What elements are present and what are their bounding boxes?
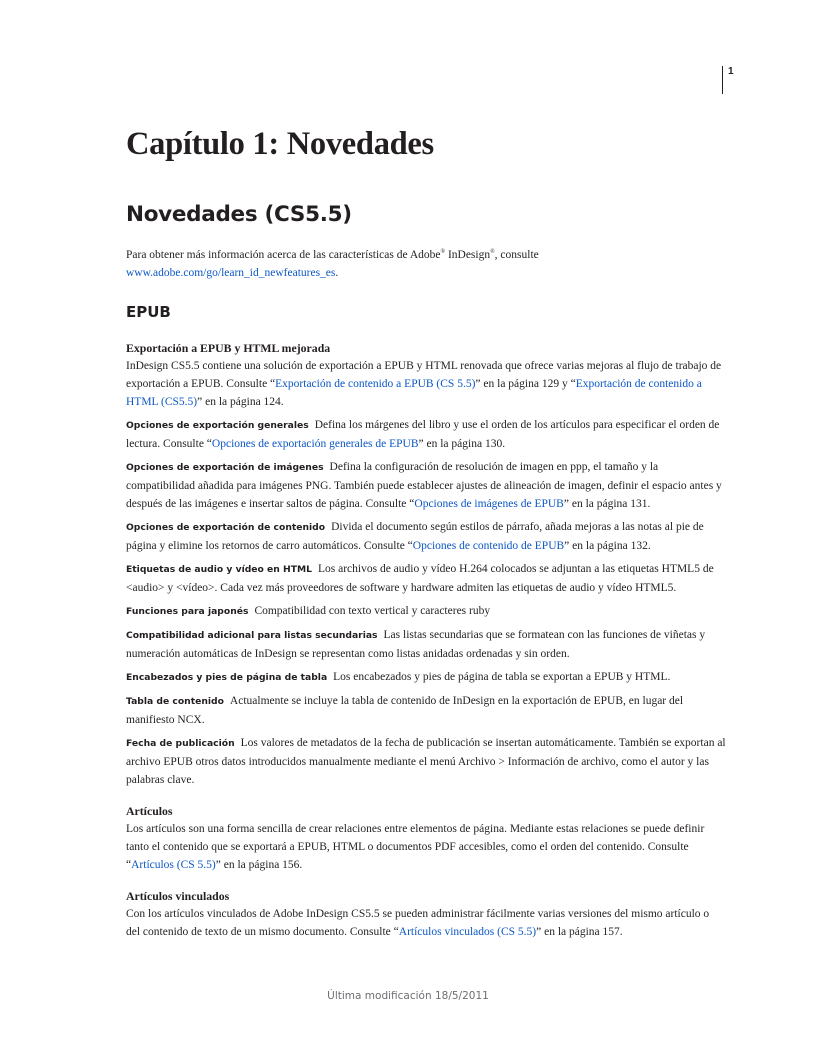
page-number: 1 <box>728 66 734 77</box>
definition-term: Etiquetas de audio y vídeo en HTML <box>126 564 312 575</box>
definition-text: Los encabezados y pies de página de tabla se exportan a EPUB y HTML. <box>333 671 671 683</box>
html-export-link[interactable]: Exportación de contenido a HTML (CS5.5) <box>126 378 702 408</box>
definition-text: ” en la página 132. <box>564 540 651 552</box>
paragraph-text: ” en la página 124. <box>197 396 284 408</box>
definition-term: Tabla de contenido <box>126 696 224 707</box>
general-options-link[interactable]: Opciones de exportación generales de EPUB <box>211 438 419 450</box>
definition-image-options <box>126 458 726 513</box>
paragraph-text: ” en la página 156. <box>215 859 303 871</box>
definition-text: Las listas secundarias que se formatean con las funciones de viñetas y numeración automáticas de InDesign se representan como listas anidadas ordenadas y sin orden. <box>126 629 706 660</box>
epub-export-link[interactable]: Exportación de contenido a EPUB (CS 5.5) <box>275 378 476 390</box>
footer-last-modified: Última modificación 18/5/2011 <box>327 990 489 1002</box>
definition-audio-video <box>126 560 726 597</box>
paragraph-text: ” en la página 129 y “ <box>475 378 576 390</box>
image-options-link[interactable]: Opciones de imágenes de EPUB <box>414 498 564 510</box>
definition-term: Opciones de exportación de imágenes <box>126 462 324 473</box>
linked-articles-paragraph <box>126 905 726 941</box>
section-title: Novedades (CS5.5) <box>126 202 352 227</box>
definition-pub-date <box>126 734 726 789</box>
definition-term: Funciones para japonés <box>126 606 249 617</box>
heading-export: Exportación a EPUB y HTML mejorada <box>126 341 331 355</box>
definition-text: Compatibilidad con texto vertical y caracteres ruby <box>254 605 491 617</box>
definition-content-options <box>126 518 726 555</box>
definition-text: Defina los márgenes del libro y use el orden de los artículos para especificar el orden de lectura. Consulte “ <box>126 419 720 450</box>
definition-sublists <box>126 626 726 663</box>
linked-articles-link[interactable]: Artículos vinculados (CS 5.5) <box>398 926 537 938</box>
articles-paragraph <box>126 820 726 874</box>
definition-term: Encabezados y pies de página de tabla <box>126 672 328 683</box>
definition-table-headers <box>126 668 726 687</box>
export-paragraph <box>126 357 726 411</box>
newfeatures-link[interactable]: www.adobe.com/go/learn_id_newfeatures_es <box>126 266 336 279</box>
registered-mark: ® <box>440 249 446 255</box>
subsection-title-epub: EPUB <box>126 303 171 321</box>
definition-text: Los archivos de audio y vídeo H.264 colocados se adjuntan a las etiquetas HTML5 de <audio> y <vídeo>. Cada vez más proveedores de software y hardware admiten las etiquetas de audio y vídeo HTML5. <box>126 563 714 594</box>
header-rule <box>722 66 723 94</box>
intro-paragraph <box>126 243 726 282</box>
main-content <box>126 339 726 941</box>
intro-text: InDesign <box>445 248 491 261</box>
paragraph-text: InDesign CS5.5 contiene una solución de exportación a EPUB y HTML renovada que ofrece varias mejoras al flujo de trabajo de exportación a EPUB. Consulte “ <box>126 360 722 390</box>
intro-text: . <box>335 266 339 279</box>
definition-term: Opciones de exportación de contenido <box>126 522 326 533</box>
paragraph-text: Con los artículos vinculados de Adobe InDesign CS5.5 se pueden administrar fácilmente varias versiones del mismo artículo o del contenido de texto de un mismo documento. Consulte “ <box>126 908 710 938</box>
definition-term: Fecha de publicación <box>126 738 235 749</box>
definition-text: Actualmente se incluye la tabla de contenido de InDesign en la exportación de EPUB, en lugar del manifiesto NCX. <box>126 695 684 726</box>
heading-articles: Artículos <box>126 804 173 818</box>
definition-text: ” en la página 130. <box>418 438 506 450</box>
definition-text: Los valores de metadatos de la fecha de publicación se insertan automáticamente. También se exportan al archivo EPUB otros datos introducidos manualmente mediante el menú Archivo > Información de archivo, como el autor y las palabras clave. <box>126 737 726 786</box>
definition-text: ” en la página 131. <box>563 498 651 510</box>
paragraph-text: Los artículos son una forma sencilla de crear relaciones entre elementos de página. Mediante estas relaciones se puede definir tanto el contenido que se exportará a EPUB, HTML o documentos PDF accesibles, como el orden del contenido. Consulte “ <box>126 823 705 871</box>
chapter-title: Capítulo 1: Novedades <box>126 126 434 162</box>
heading-linked-articles: Artículos vinculados <box>126 889 230 903</box>
content-options-link[interactable]: Opciones de contenido de EPUB <box>412 540 565 552</box>
intro-text: , consulte <box>494 248 539 261</box>
paragraph-text: ” en la página 157. <box>536 926 623 938</box>
definition-term: Opciones de exportación generales <box>126 420 309 431</box>
definition-term: Compatibilidad adicional para listas secundarias <box>126 630 378 641</box>
definition-toc <box>126 692 726 729</box>
intro-text: Para obtener más información acerca de las características de Adobe <box>126 248 441 261</box>
definition-text: Divida el documento según estilos de párrafo, añada mejoras a las notas al pie de página y elimine los retornos de carro automáticos. Consulte “ <box>126 521 704 552</box>
definition-text: Defina la configuración de resolución de imagen en ppp, el tamaño y la compatibilidad añadida para imágenes PNG. También puede establecer ajustes de alineación de imagen, definir el espacio antes y después de las imágenes e insertar saltos de página. Consulte “ <box>126 461 722 510</box>
registered-mark: ® <box>490 249 495 255</box>
definition-general-options <box>126 416 726 453</box>
definition-japanese <box>126 602 726 621</box>
articles-link[interactable]: Artículos (CS 5.5) <box>131 859 216 871</box>
